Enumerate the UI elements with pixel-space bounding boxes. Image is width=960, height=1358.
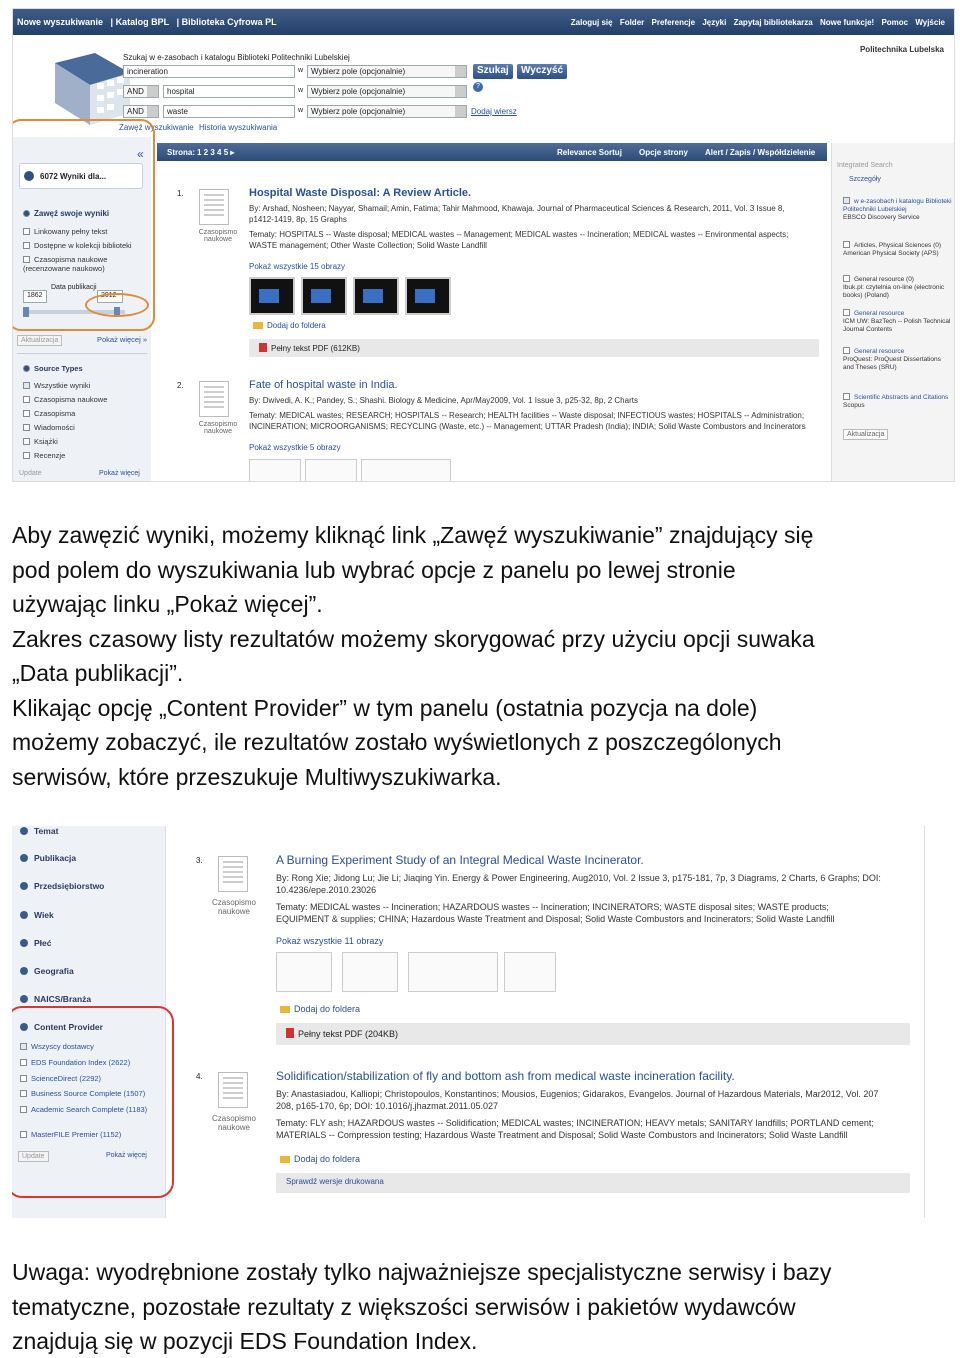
provider-masterfile[interactable]: MasterFILE Premier (1152) [20,1130,121,1139]
image-thumbnail[interactable] [305,459,357,482]
in-label: w [298,67,304,74]
nav-languages[interactable]: Języki [702,18,727,27]
pdf-icon [259,343,267,352]
help-icon[interactable]: ? [473,82,483,92]
image-thumbnail[interactable] [408,952,498,992]
collapse-panel-icon[interactable]: « [137,147,144,161]
source-books[interactable]: Książki [23,437,58,446]
source-types-heading: Source Types [23,364,83,373]
pdf-icon [286,1028,294,1038]
folder-icon [253,322,263,329]
result-number: 3. [196,856,203,865]
result-subjects: MATERIALS -- Compression testing; Hazardous Waste Treatment and Disposal; Solid Waste Combustors and Incinerators; Solid Waste Landfill [276,1130,848,1140]
pages-label: Strona: [167,148,195,157]
paragraph-line: Klikając opcję „Content Provider” w tym panelu (ostatnia pozycja na dole) [12,694,758,721]
result-meta: By: Rong Xie; Jidong Lu; Jie Li; Jiaqing Yin. Energy & Power Engineering, Aug2010, Vol. 2 Issue 3, p175-181, 7p, 3 Diagrams, 2 Charts, 6 Graphs; DOI: [276,873,881,883]
show-all-images-link[interactable]: Pokaż wszystkie 11 obrazy [276,936,384,946]
paragraph-line: „Data publikacji”. [12,660,184,686]
divider [17,353,147,354]
option-full-text[interactable]: Linkowany pełny tekst [23,227,107,236]
date-label: Data publikacji [51,284,97,291]
search-input-1[interactable]: incineration [123,65,295,78]
nav-new-search[interactable]: Nowe wyszukiwanie [17,17,104,27]
update-button[interactable]: Aktualizacja [17,335,62,346]
result-number: 2. [177,381,184,390]
facet-age[interactable]: Wiek [20,910,54,920]
facet-geography[interactable]: Geografia [20,966,74,976]
search-history-link[interactable]: Historia wyszukiwania [199,123,278,132]
image-thumbnail[interactable] [353,277,399,315]
show-all-images-link[interactable]: Pokaż wszystkie 5 obrazy [249,443,341,452]
result-title-link[interactable]: A Burning Experiment Study of an Integral Medical Waste Incinerator. [276,853,644,867]
search-input-2[interactable]: hospital [163,85,295,98]
provider-sciencedirect[interactable]: ScienceDirect (2292) [20,1074,101,1083]
show-more-link-2[interactable]: Pokaż więcej [99,470,140,477]
result-title-link[interactable]: Solidification/stabilization of fly and bottom ash from medical waste incineration facility. [276,1069,735,1083]
source-magazines[interactable]: Czasopisma [23,409,75,418]
source-reviews[interactable]: Recenzje [23,451,65,460]
result-title-link[interactable]: Hospital Waste Disposal: A Review Article. [249,187,472,199]
in-label: w [298,87,304,94]
facet-company[interactable]: Przedsiębiorstwo [20,881,104,891]
institution-name: Politechnika Lubelska [859,45,944,54]
field-select-2[interactable]: Wybierz pole (opcjonalnie) [307,85,467,98]
result-type: Czasopismo naukowe [198,421,238,435]
search-label: Szukaj w e-zasobach i katalogu Biblioteki Politechniki Lubelskiej [123,53,350,62]
facet-gender[interactable]: Płeć [20,938,52,948]
nav-preferences[interactable]: Preferencje [651,18,696,27]
image-thumbnail[interactable] [342,952,398,992]
date-to-input[interactable]: 2012 [97,290,123,303]
result-number: 1. [177,189,184,198]
instruction-paragraph [12,518,942,794]
clear-button[interactable]: Wyczyść [517,64,567,79]
right-update-button[interactable]: Aktualizacja [843,429,888,440]
source-journals[interactable]: Czasopisma naukowe [23,395,107,404]
operator-select-3[interactable]: AND [123,105,159,118]
option-peer-reviewed[interactable]: Czasopisma naukowe (recenzowane naukowo) [23,255,108,273]
show-more-link[interactable]: Pokaż więcej [106,1152,147,1159]
nav-exit[interactable]: Wyjście [915,18,945,27]
nav-folder[interactable]: Folder [619,18,645,27]
result-type: Czasopismo naukowe [198,229,238,243]
provider-business-source[interactable]: Business Source Complete (1507) [20,1089,145,1098]
screenshot-search-results [12,8,955,482]
ebsco-cube-logo-icon [35,53,133,125]
facet-subject[interactable]: Temat [20,826,58,836]
option-library-collection[interactable]: Dostępne w kolekcji biblioteki [23,241,132,250]
field-select-3[interactable]: Wybierz pole (opcjonalnie) [307,105,467,118]
result-meta: p1412-1419, 8p, 15 Graphs [249,215,347,224]
provider-item[interactable]: Articles, Physical Sciences (0) American Physical Society (APS) [843,242,942,257]
narrow-search-link[interactable]: Zawęź wyszukiwanie [119,123,194,132]
result-subjects: Tematy: HOSPITALS -- Waste disposal; MEDICAL wastes -- Management; MEDICAL wastes -- Incineration; MEDICAL wastes -- Environmental aspects; [249,230,789,239]
add-to-folder-link[interactable]: Dodaj do foldera [253,321,326,330]
paragraph-line: tematyczne, pozostałe rezultaty z większości serwisów i pakietów wydawców [12,1293,796,1320]
result-meta: By: Anastasiadou, Kalliopi; Christopoulos, Konstantinos; Mousios, Eugenios; Gidarakos, Evangelos. Journal of Hazardous Materials, Mar2012, Vol. 207 [276,1089,879,1099]
provider-academic-search[interactable]: Academic Search Complete (1183) [20,1105,160,1115]
add-row-link[interactable]: Dodaj wiersz [471,107,517,116]
results-toolbar [157,143,827,161]
image-thumbnail[interactable] [276,952,332,992]
result-subjects: INCINERATION; MICROORGANISMS; RECYCLING (Waste, etc.) -- Management; UTTAR Pradesh (India); INDIA; Solid Waste Combustors and Incinerators [249,422,806,431]
search-input-3[interactable]: waste [163,105,295,118]
field-select-1[interactable]: Wybierz pole (opcjonalnie) [307,65,467,78]
image-thumbnail[interactable] [301,277,347,315]
narrow-results-heading: Zawęź swoje wyniki [23,209,109,218]
result-subjects: Tematy: MEDICAL wastes -- Incineration; HAZARDOUS wastes -- Incineration; INCINERATORS; WASTE disposal sites; WASTE products; [276,902,829,912]
result-type: Czasopismo naukowe [211,898,256,916]
result-subjects: WASTE management; Other Waste Collection; Solid Waste Landfill [249,241,487,250]
nav-new-features[interactable]: Nowe funkcje! [819,18,875,27]
search-button[interactable]: Szukaj [473,64,513,79]
note-paragraph [12,1255,942,1358]
show-more-link[interactable]: Pokaż więcej » [97,335,148,344]
highlight-content-provider [12,1006,174,1198]
pagination[interactable]: 1 2 3 4 5 ▸ [197,148,235,157]
update-button[interactable]: Update [18,1151,49,1162]
paragraph-line: Aby zawęzić wyniki, możemy kliknąć link „Zawęź wyszukiwanie” znajdujący się [12,522,814,548]
top-navigation-bar: Nowe wyszukiwanie | Katalog BPL | Biblioteka Cyfrowa PL Zaloguj się Folder Preferencje Języki Zapytaj bibliotekarza Nowe funkcje! Pomoc Wyjście [13,9,955,35]
facet-content-provider[interactable]: Content Provider [20,1022,103,1032]
operator-select-2[interactable]: AND [123,85,159,98]
facet-publication[interactable]: Publikacja [20,853,76,863]
image-thumbnail[interactable] [504,952,556,992]
source-news[interactable]: Wiadomości [23,423,75,432]
result-subjects: EQUIPMENT & supplies; CHINA; Hazardous Waste Treatment and Disposal; Solid Waste Combustors and Incinerators; Solid Waste Landfill [276,914,835,924]
integrated-search-heading: Integrated Search [837,162,893,169]
nav-login[interactable]: Zaloguj się [570,18,613,27]
paragraph-line: znajdują się w pozycji EDS Foundation Index. [12,1328,478,1354]
journal-doc-icon [199,381,229,417]
sort-dropdown[interactable]: Relevance Sortuj [557,148,622,157]
alert-save-share-dropdown[interactable]: Alert / Zapis / Współdzielenie [705,148,816,157]
add-to-folder-link[interactable]: Dodaj do foldera [280,1004,360,1014]
paragraph-line: używając linku „Pokaż więcej”. [12,591,323,617]
provider-eds[interactable]: EDS Foundation Index (2622) [20,1058,130,1067]
nav-catalog[interactable]: Katalog BPL [115,17,170,27]
source-all[interactable]: Wszystkie wyniki [23,381,90,390]
folder-icon [280,1156,290,1163]
image-thumbnail[interactable] [249,459,301,482]
result-subjects: Tematy: FLY ash; HAZARDOUS wastes -- Solidification; MEDICAL wastes; INCINERATION; HEAVY metals; SANITARY landfills; PORTLAND cement; [276,1118,874,1128]
details-link[interactable]: Szczegóły [849,176,881,183]
provider-item[interactable]: General resource ICM UW: BazTech -- Polish Technical Journal Contents [843,310,951,333]
result-meta: By: Dwivedi, A. K.; Pandey, S.; Shashi. Biology & Medicine, Apr/May2009, Vol. 1 Issue 3, p25-32, 8p, 2 Charts [249,396,638,405]
full-text-pdf-link[interactable]: Pełny tekst PDF (204KB) [276,1023,910,1045]
page-options-dropdown[interactable]: Opcje strony [639,148,688,157]
provider-item[interactable]: General resource (0) Ibuk.pl: czytelnia on-line (electronic books) (Poland) [843,276,945,299]
provider-item[interactable]: w e-zasobach i katalogu Biblioteki Politechniki Lubelskiej EBSCO Discovery Service [843,198,952,221]
update-button-2[interactable]: Update [19,470,42,477]
facet-naics[interactable]: NAICS/Branża [20,994,91,1004]
paragraph-line: Zakres czasowy listy rezultatów możemy skorygować przy użyciu opcji suwaka [12,625,815,652]
results-count: 6072 Wyniki dla... [40,172,107,181]
nav-help[interactable]: Pomoc [881,18,909,27]
provider-all[interactable]: Wszyscy dostawcy [20,1042,94,1051]
full-text-pdf-link[interactable]: Pełny tekst PDF (612KB) [249,339,819,357]
in-label: w [298,107,304,114]
provider-item[interactable]: General resource ProQuest: ProQuest Dissertations and Theses (SRU) [843,348,941,371]
provider-item[interactable]: Scientific Abstracts and Citations Scopus [843,394,949,409]
add-to-folder-link[interactable]: Dodaj do foldera [280,1154,360,1164]
result-type: Czasopismo naukowe [211,1114,256,1132]
screenshot-content-provider [12,826,925,1218]
result-meta: By: Arshad, Nosheen; Nayyar, Shamail; Amin, Fatima; Tahir Mahmood, Khawaja. Journal of Pharmaceutical Sciences & Research, 2011, Vol. 3 Issue 8, [249,204,785,213]
journal-doc-icon [218,856,248,892]
paragraph-line: Uwaga: wyodrębnione zostały tylko najważniejsze specjalistyczne serwisy i bazy [12,1259,832,1285]
show-all-images-link[interactable]: Pokaż wszystkie 15 obrazy [249,262,346,271]
print-version-link[interactable]: Sprawdź wersje drukowana [276,1173,910,1193]
nav-digital-library[interactable]: Biblioteka Cyfrowa PL [181,17,277,27]
result-title-link[interactable]: Fate of hospital waste in India. [249,379,398,391]
paragraph-line: możemy zobaczyć, ile rezultatów zostało wyświetlonych z poszczególonych [12,729,782,755]
paragraph-line: pod polem do wyszukiwania lub wybrać opcje z panelu po lewej stronie [12,556,736,583]
journal-doc-icon [199,189,229,225]
result-meta: 10.4236/epe.2010.23026 [276,885,377,895]
journal-doc-icon [218,1072,248,1108]
result-subjects: Tematy: MEDICAL wastes; RESEARCH; HOSPITALS -- Research; HEALTH facilities -- Waste disposal; INFECTIOUS wastes; HOSPITALS -- Administration; [249,411,805,420]
result-meta: 208, p165-170, 6p; DOI: 10.1016/j.jhazmat.2011.05.027 [276,1101,498,1111]
folder-icon [280,1006,290,1013]
highlight-date-to [85,293,149,317]
image-thumbnail[interactable] [405,277,451,315]
paragraph-line: serwisów, które przeszukuje Multiwyszukiwarka. [12,763,502,790]
image-thumbnail[interactable] [361,459,451,482]
image-thumbnail[interactable] [249,277,295,315]
nav-ask-librarian[interactable]: Zapytaj bibliotekarza [733,18,813,27]
result-number: 4. [196,1072,203,1081]
date-from-input[interactable]: 1862 [23,290,47,303]
